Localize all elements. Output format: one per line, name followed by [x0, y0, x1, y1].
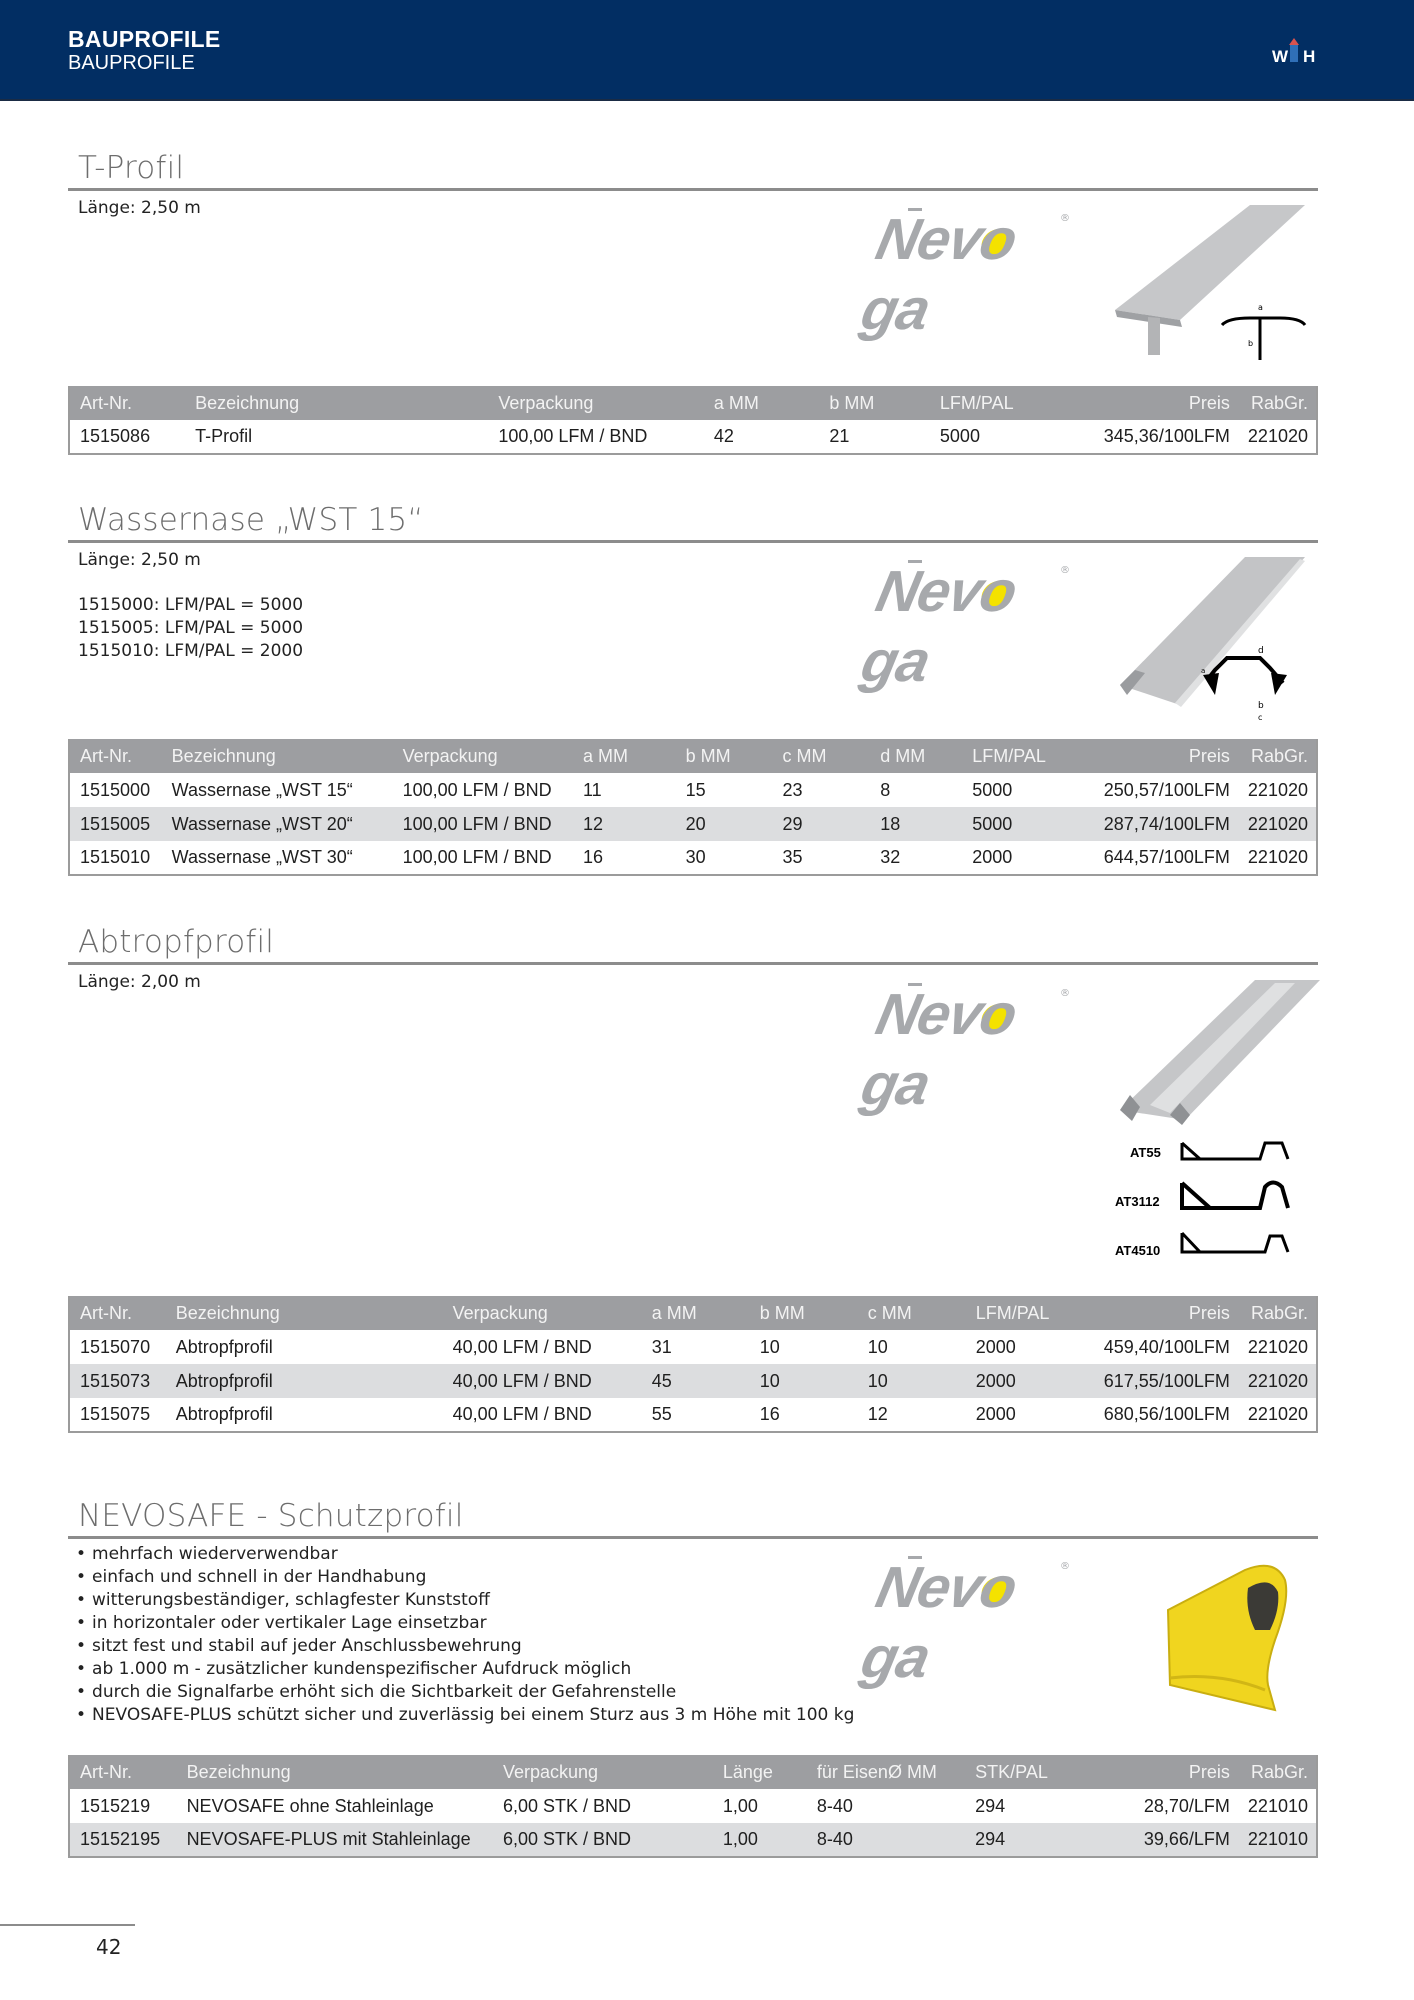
- col-rabgr: RabGr.: [1250, 392, 1308, 413]
- svg-text:H: H: [1303, 47, 1316, 64]
- nevoga-logo: Nevoga ®: [870, 205, 1070, 275]
- at4510-diagram: [1182, 1233, 1288, 1252]
- cell-preis: 250,57/100LFM: [1103, 779, 1230, 800]
- col-preis: Preis: [1188, 1302, 1230, 1323]
- col-preis: Preis: [1188, 745, 1230, 766]
- cell-a-mm: 11: [582, 779, 602, 800]
- cell-verpackung: 40,00 LFM / BND: [452, 1404, 592, 1424]
- nevoga-logo: Nevoga ®: [870, 980, 1070, 1050]
- col-verpackung: Verpackung: [452, 1302, 548, 1323]
- cell-art-nr: 1515073: [80, 1370, 151, 1391]
- svg-text:b: b: [1248, 339, 1254, 348]
- cell-eisen-mm: 8-40: [816, 1795, 853, 1816]
- table-row: [69, 841, 1317, 875]
- col-stk-pal: STK/PAL: [975, 1761, 1048, 1782]
- pallet-note: 1515000: LFM/PAL = 5000: [78, 595, 304, 615]
- cell-rabgr: 221020: [1247, 1404, 1308, 1424]
- col-art-nr: Art-Nr.: [80, 392, 132, 413]
- section-nevosafe: [68, 1496, 1318, 1727]
- cell-preis: 287,74/100LFM: [1103, 813, 1230, 834]
- length-text: Länge: 2,50 m: [78, 550, 201, 570]
- feature-item: • mehrfach wiederverwendbar: [76, 1543, 1318, 1566]
- cell-rabgr: 221020: [1247, 1336, 1308, 1357]
- col-rabgr: RabGr.: [1250, 1761, 1308, 1782]
- col-verpackung: Verpackung: [402, 745, 498, 766]
- table-row: [69, 1823, 1317, 1857]
- cell-rabgr: 221010: [1247, 1829, 1308, 1849]
- wh-house-logo-icon: [1272, 36, 1322, 64]
- cell-lfm-pal: 5000: [972, 779, 1013, 800]
- table-header-row: [69, 386, 1317, 420]
- svg-text:AT3112: AT3112: [1115, 1194, 1160, 1209]
- cell-verpackung: 100,00 LFM / BND: [498, 426, 648, 446]
- col-rabgr: RabGr.: [1250, 745, 1308, 766]
- cell-lfm-pal: 2000: [972, 847, 1013, 867]
- cell-preis: 680,56/100LFM: [1103, 1404, 1230, 1424]
- t-profil-table: [68, 386, 1318, 455]
- cell-verpackung: 100,00 LFM / BND: [402, 813, 552, 834]
- cell-bezeichnung: T-Profil: [195, 426, 253, 446]
- cell-rabgr: 221020: [1247, 779, 1308, 800]
- cell-a-mm: 16: [582, 847, 603, 867]
- col-a-mm: a MM: [582, 745, 628, 766]
- table-row: [69, 1398, 1317, 1432]
- cell-bezeichnung: Wassernase „WST 30“: [171, 847, 353, 867]
- table-row: [69, 773, 1317, 807]
- cell-a-mm: 31: [651, 1336, 672, 1357]
- col-c-mm: c MM: [782, 745, 827, 766]
- col-rabgr: RabGr.: [1250, 1302, 1308, 1323]
- cell-d-mm: 8: [880, 779, 891, 800]
- feature-item: • witterungsbeständiger, schlagfester Kunststoff: [76, 1589, 1318, 1612]
- header-subtitle: BAUPROFILE: [68, 52, 195, 74]
- col-preis: Preis: [1188, 392, 1230, 413]
- nevosafe-yellow-profile-image: [1160, 1550, 1295, 1720]
- cell-stk-pal: 294: [975, 1795, 1006, 1816]
- col-lfm-pal: LFM/PAL: [975, 1302, 1050, 1323]
- cell-bezeichnung: Wassernase „WST 15“: [171, 779, 353, 800]
- col-bezeichnung: Bezeichnung: [171, 745, 276, 766]
- cell-preis: 345,36/100LFM: [1103, 426, 1230, 446]
- cell-art-nr: 1515075: [80, 1404, 151, 1424]
- at3112-diagram: [1182, 1183, 1288, 1209]
- cell-a-mm: 12: [582, 813, 603, 834]
- col-bezeichnung: Bezeichnung: [195, 392, 300, 413]
- col-d-mm: d MM: [880, 745, 926, 766]
- col-preis: Preis: [1188, 1761, 1230, 1782]
- cell-preis: 39,66/LFM: [1143, 1829, 1230, 1849]
- cell-bezeichnung: Abtropfprofil: [175, 1336, 273, 1357]
- table-row: [69, 1364, 1317, 1398]
- cell-laenge: 1,00: [722, 1829, 758, 1849]
- cell-lfm-pal: 5000: [939, 426, 980, 446]
- wassernase-table: [68, 739, 1318, 876]
- table-row: [69, 1330, 1317, 1364]
- col-lfm-pal: LFM/PAL: [939, 392, 1014, 413]
- section-divider: [68, 540, 1318, 543]
- table-header-row: [69, 1755, 1317, 1789]
- cell-art-nr: 1515219: [80, 1795, 151, 1816]
- section-divider: [68, 1536, 1318, 1539]
- col-art-nr: Art-Nr.: [80, 1302, 132, 1323]
- header-title: BAUPROFILE: [68, 26, 221, 52]
- col-art-nr: Art-Nr.: [80, 1761, 132, 1782]
- cell-verpackung: 40,00 LFM / BND: [452, 1336, 592, 1357]
- cell-rabgr: 221020: [1247, 847, 1308, 867]
- brand-name: Nevoga: [855, 1555, 1023, 1690]
- cell-lfm-pal: 2000: [975, 1404, 1016, 1424]
- svg-text:c: c: [1258, 713, 1263, 722]
- cell-c-mm: 29: [782, 813, 803, 834]
- cell-a-mm: 45: [651, 1370, 672, 1391]
- cell-c-mm: 12: [867, 1404, 888, 1424]
- cell-b-mm: 30: [685, 847, 706, 867]
- cell-verpackung: 40,00 LFM / BND: [452, 1370, 592, 1391]
- cell-c-mm: 35: [782, 847, 803, 867]
- cell-c-mm: 10: [867, 1336, 888, 1357]
- table-header-row: [69, 739, 1317, 773]
- svg-text:d: d: [1258, 646, 1264, 656]
- abtropfprofil-image: [1110, 975, 1325, 1280]
- cell-art-nr: 1515010: [80, 847, 151, 867]
- brand-name: Nevoga: [855, 982, 1023, 1117]
- cell-b-mm: 20: [685, 813, 706, 834]
- svg-text:AT4510: AT4510: [1115, 1243, 1161, 1258]
- wassernase-profile-image: [1115, 555, 1325, 725]
- cell-bezeichnung: NEVOSAFE-PLUS mit Stahleinlage: [186, 1829, 471, 1849]
- cell-a-mm: 42: [713, 426, 734, 446]
- t-profile-image: [1110, 200, 1320, 360]
- brand-name: Nevoga: [855, 207, 1023, 342]
- cell-b-mm: 16: [759, 1404, 780, 1424]
- nevoga-logo: Nevoga ®: [870, 1553, 1070, 1623]
- svg-text:b: b: [1258, 701, 1264, 711]
- footer-divider: [0, 1924, 135, 1926]
- table-row: [69, 807, 1317, 841]
- cell-art-nr: 1515086: [80, 426, 151, 446]
- cell-c-mm: 10: [867, 1370, 888, 1391]
- cell-rabgr: 221020: [1247, 1370, 1308, 1391]
- feature-list: [68, 1543, 1318, 1727]
- cell-preis: 28,70/LFM: [1143, 1795, 1230, 1816]
- feature-item: • ab 1.000 m - zusätzlicher kundenspezifischer Aufdruck möglich: [76, 1658, 1318, 1681]
- cell-bezeichnung: Wassernase „WST 20“: [171, 813, 353, 834]
- cell-b-mm: 15: [685, 779, 706, 800]
- section-title: T-Profil: [78, 150, 185, 186]
- col-art-nr: Art-Nr.: [80, 745, 132, 766]
- cell-bezeichnung: NEVOSAFE ohne Stahleinlage: [186, 1795, 434, 1816]
- cell-stk-pal: 294: [975, 1829, 1006, 1849]
- table-row: [69, 1789, 1317, 1823]
- nevosafe-table: [68, 1755, 1318, 1858]
- cell-lfm-pal: 2000: [975, 1370, 1016, 1391]
- cell-b-mm: 10: [759, 1370, 780, 1391]
- nevoga-logo: Nevoga ®: [870, 557, 1070, 627]
- pallet-note: 1515010: LFM/PAL = 2000: [78, 641, 304, 661]
- col-verpackung: Verpackung: [502, 1761, 599, 1782]
- cell-rabgr: 221010: [1247, 1795, 1308, 1816]
- cell-bezeichnung: Abtropfprofil: [175, 1370, 273, 1391]
- cell-art-nr: 1515005: [80, 813, 151, 834]
- col-eisen-mm: für EisenØ MM: [816, 1761, 937, 1782]
- feature-item: • einfach und schnell in der Handhabung: [76, 1566, 1318, 1589]
- section-title: Abtropfprofil: [78, 924, 275, 960]
- col-verpackung: Verpackung: [498, 392, 594, 413]
- cell-art-nr: 15152195: [80, 1829, 161, 1849]
- col-c-mm: c MM: [867, 1302, 912, 1323]
- cell-laenge: 1,00: [722, 1795, 758, 1816]
- cell-b-mm: 21: [829, 426, 850, 446]
- cell-d-mm: 18: [880, 813, 901, 834]
- section-title: NEVOSAFE - Schutzprofil: [78, 1498, 464, 1534]
- svg-text:a: a: [1258, 303, 1263, 312]
- svg-text:a: a: [1201, 667, 1206, 675]
- col-b-mm: b MM: [829, 392, 875, 413]
- table-header-row: [69, 1296, 1317, 1330]
- feature-item: • NEVOSAFE-PLUS schützt sicher und zuverlässig bei einem Sturz aus 3 m Höhe mit 100 kg: [76, 1704, 1318, 1727]
- pallet-note: 1515005: LFM/PAL = 5000: [78, 618, 304, 638]
- abtropfprofil-table: [68, 1296, 1318, 1433]
- cell-lfm-pal: 2000: [975, 1336, 1016, 1357]
- page-header: [0, 0, 1414, 101]
- svg-text:AT55: AT55: [1130, 1145, 1161, 1160]
- col-bezeichnung: Bezeichnung: [175, 1302, 280, 1323]
- cell-d-mm: 32: [880, 847, 901, 867]
- cell-verpackung: 6,00 STK / BND: [502, 1795, 632, 1816]
- section-divider: [68, 962, 1318, 965]
- cell-art-nr: 1515000: [80, 779, 151, 800]
- cell-verpackung: 6,00 STK / BND: [502, 1829, 632, 1849]
- length-text: Länge: 2,50 m: [78, 198, 201, 218]
- col-a-mm: a MM: [651, 1302, 697, 1323]
- feature-item: • in horizontaler oder vertikaler Lage einsetzbar: [76, 1612, 1318, 1635]
- col-laenge: Länge: [722, 1761, 773, 1782]
- cell-preis: 617,55/100LFM: [1103, 1370, 1230, 1391]
- col-a-mm: a MM: [713, 392, 759, 413]
- cell-lfm-pal: 5000: [972, 813, 1013, 834]
- section-title: Wassernase „WST 15“: [78, 502, 424, 538]
- table-row: [69, 420, 1317, 454]
- at55-diagram: [1182, 1143, 1288, 1159]
- col-lfm-pal: LFM/PAL: [972, 745, 1046, 766]
- svg-text:W: W: [1272, 47, 1289, 64]
- feature-item: • durch die Signalfarbe erhöht sich die Sichtbarkeit der Gefahrenstelle: [76, 1681, 1318, 1704]
- feature-item: • sitzt fest und stabil auf jeder Anschlussbewehrung: [76, 1635, 1318, 1658]
- cell-rabgr: 221020: [1247, 426, 1308, 446]
- brand-name: Nevoga: [855, 559, 1023, 694]
- section-divider: [68, 188, 1318, 191]
- col-bezeichnung: Bezeichnung: [186, 1761, 291, 1782]
- cell-preis: 459,40/100LFM: [1103, 1336, 1230, 1357]
- cell-b-mm: 10: [759, 1336, 780, 1357]
- length-text: Länge: 2,00 m: [78, 972, 201, 992]
- page-number: 42: [96, 1935, 122, 1959]
- cell-rabgr: 221020: [1247, 813, 1308, 834]
- cell-verpackung: 100,00 LFM / BND: [402, 847, 552, 867]
- cell-eisen-mm: 8-40: [816, 1829, 853, 1849]
- cell-a-mm: 55: [651, 1404, 672, 1424]
- cell-verpackung: 100,00 LFM / BND: [402, 779, 552, 800]
- cell-c-mm: 23: [782, 779, 803, 800]
- cell-bezeichnung: Abtropfprofil: [175, 1404, 273, 1424]
- col-b-mm: b MM: [759, 1302, 805, 1323]
- col-b-mm: b MM: [685, 745, 731, 766]
- cell-art-nr: 1515070: [80, 1336, 151, 1357]
- cell-preis: 644,57/100LFM: [1103, 847, 1230, 867]
